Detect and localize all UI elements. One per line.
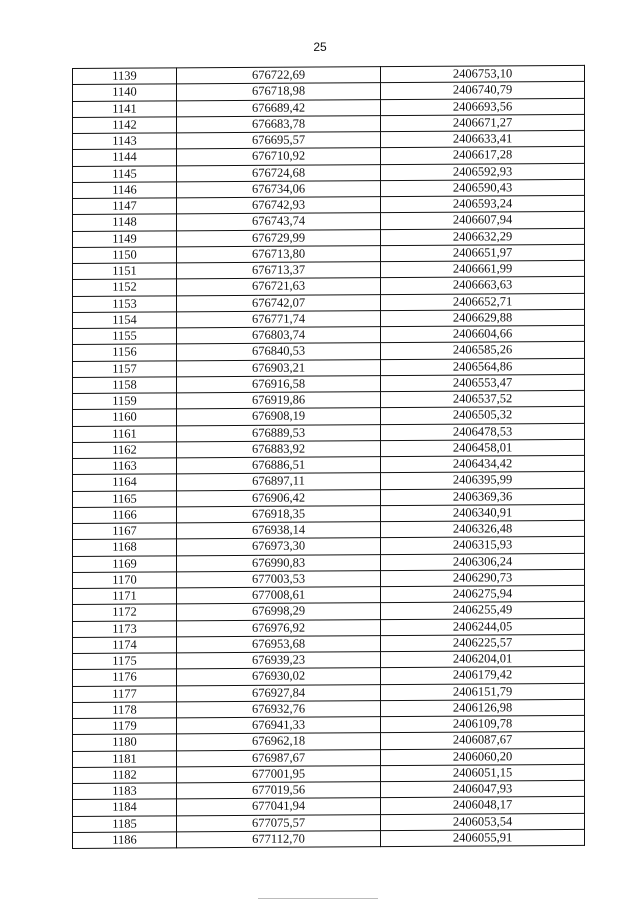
point-number-cell: 1165: [73, 490, 177, 507]
y-coordinate-cell: 2406369,36: [381, 488, 585, 505]
x-coordinate-cell: 676916,58: [177, 375, 381, 392]
x-coordinate-cell: 676840,53: [177, 343, 381, 360]
point-number-cell: 1181: [73, 750, 177, 767]
point-number-cell: 1179: [73, 718, 177, 735]
x-coordinate-cell: 676803,74: [177, 327, 381, 344]
x-coordinate-cell: 676908,19: [177, 408, 381, 425]
point-number-cell: 1157: [73, 360, 177, 377]
x-coordinate-cell: 676734,06: [177, 180, 381, 197]
point-number-cell: 1150: [73, 247, 177, 264]
x-coordinate-cell: 677041,94: [177, 798, 381, 815]
x-coordinate-cell: 676941,33: [177, 717, 381, 734]
x-coordinate-cell: 676713,80: [177, 245, 381, 262]
x-coordinate-cell: 676724,68: [177, 164, 381, 181]
x-coordinate-cell: 677075,57: [177, 814, 381, 831]
y-coordinate-cell: 2406553,47: [381, 374, 585, 391]
x-coordinate-cell: 676919,86: [177, 392, 381, 409]
x-coordinate-cell: 676987,67: [177, 749, 381, 766]
x-coordinate-cell: 676771,74: [177, 310, 381, 327]
y-coordinate-cell: 2406151,79: [381, 683, 585, 700]
point-number-cell: 1184: [73, 799, 177, 816]
x-coordinate-cell: 676722,69: [177, 67, 381, 84]
point-number-cell: 1169: [73, 555, 177, 572]
x-coordinate-cell: 676973,30: [177, 538, 381, 555]
y-coordinate-cell: 2406315,93: [381, 537, 585, 554]
point-number-cell: 1163: [73, 458, 177, 475]
point-number-cell: 1152: [73, 279, 177, 296]
y-coordinate-cell: 2406458,01: [381, 439, 585, 456]
x-coordinate-cell: 677008,61: [177, 587, 381, 604]
x-coordinate-cell: 676990,83: [177, 554, 381, 571]
y-coordinate-cell: 2406340,91: [381, 504, 585, 521]
y-coordinate-cell: 2406661,99: [381, 260, 585, 277]
y-coordinate-cell: 2406048,17: [381, 797, 585, 814]
y-coordinate-cell: 2406395,99: [381, 472, 585, 489]
y-coordinate-cell: 2406225,57: [381, 634, 585, 651]
x-coordinate-cell: 676939,23: [177, 652, 381, 669]
coordinates-table: [72, 65, 585, 849]
x-coordinate-cell: 677019,56: [177, 782, 381, 799]
y-coordinate-cell: 2406290,73: [381, 569, 585, 586]
y-coordinate-cell: 2406055,91: [381, 829, 585, 846]
point-number-cell: 1160: [73, 409, 177, 426]
point-number-cell: 1158: [73, 377, 177, 394]
point-number-cell: 1139: [73, 68, 177, 85]
point-number-cell: 1156: [73, 344, 177, 361]
point-number-cell: 1173: [73, 620, 177, 637]
x-coordinate-cell: 676710,92: [177, 148, 381, 165]
y-coordinate-cell: 2406306,24: [381, 553, 585, 570]
x-coordinate-cell: 676742,93: [177, 197, 381, 214]
point-number-cell: 1149: [73, 230, 177, 247]
point-number-cell: 1148: [73, 214, 177, 231]
point-number-cell: 1162: [73, 442, 177, 459]
y-coordinate-cell: 2406047,93: [381, 780, 585, 797]
y-coordinate-cell: 2406537,52: [381, 390, 585, 407]
y-coordinate-cell: 2406434,42: [381, 455, 585, 472]
bottom-divider: [258, 898, 378, 899]
point-number-cell: 1183: [73, 783, 177, 800]
y-coordinate-cell: 2406060,20: [381, 748, 585, 765]
y-coordinate-cell: 2406593,24: [381, 195, 585, 212]
y-coordinate-cell: 2406629,88: [381, 309, 585, 326]
point-number-cell: 1185: [73, 815, 177, 832]
x-coordinate-cell: 676713,37: [177, 262, 381, 279]
y-coordinate-cell: 2406126,98: [381, 699, 585, 716]
x-coordinate-cell: 676932,76: [177, 700, 381, 717]
x-coordinate-cell: 676930,02: [177, 668, 381, 685]
point-number-cell: 1178: [73, 702, 177, 719]
x-coordinate-cell: 676718,98: [177, 83, 381, 100]
point-number-cell: 1186: [73, 832, 177, 849]
x-coordinate-cell: 676938,14: [177, 522, 381, 539]
y-coordinate-cell: 2406632,29: [381, 228, 585, 245]
x-coordinate-cell: 676903,21: [177, 359, 381, 376]
point-number-cell: 1143: [73, 133, 177, 150]
x-coordinate-cell: 676689,42: [177, 99, 381, 116]
x-coordinate-cell: 676742,07: [177, 294, 381, 311]
y-coordinate-cell: 2406478,53: [381, 423, 585, 440]
y-coordinate-cell: 2406633,41: [381, 130, 585, 147]
y-coordinate-cell: 2406109,78: [381, 715, 585, 732]
x-coordinate-cell: 676683,78: [177, 115, 381, 132]
point-number-cell: 1180: [73, 734, 177, 751]
x-coordinate-cell: 676918,35: [177, 505, 381, 522]
x-coordinate-cell: 676743,74: [177, 213, 381, 230]
y-coordinate-cell: 2406051,15: [381, 764, 585, 781]
y-coordinate-cell: 2406244,05: [381, 618, 585, 635]
point-number-cell: 1170: [73, 572, 177, 589]
y-coordinate-cell: 2406651,97: [381, 244, 585, 261]
y-coordinate-cell: 2406053,54: [381, 813, 585, 830]
x-coordinate-cell: 676998,29: [177, 603, 381, 620]
x-coordinate-cell: 676906,42: [177, 489, 381, 506]
x-coordinate-cell: 676889,53: [177, 424, 381, 441]
y-coordinate-cell: 2406564,86: [381, 358, 585, 375]
x-coordinate-cell: 676953,68: [177, 635, 381, 652]
x-coordinate-cell: 676976,92: [177, 619, 381, 636]
point-number-cell: 1172: [73, 604, 177, 621]
x-coordinate-cell: 676695,57: [177, 132, 381, 149]
point-number-cell: 1171: [73, 588, 177, 605]
y-coordinate-cell: 2406204,01: [381, 650, 585, 667]
point-number-cell: 1168: [73, 539, 177, 556]
point-number-cell: 1147: [73, 198, 177, 215]
point-number-cell: 1155: [73, 328, 177, 345]
y-coordinate-cell: 2406671,27: [381, 114, 585, 131]
y-coordinate-cell: 2406617,28: [381, 147, 585, 164]
y-coordinate-cell: 2406693,56: [381, 98, 585, 115]
point-number-cell: 1164: [73, 474, 177, 491]
point-number-cell: 1175: [73, 653, 177, 670]
y-coordinate-cell: 2406740,79: [381, 82, 585, 99]
x-coordinate-cell: 677112,70: [177, 830, 381, 847]
point-number-cell: 1153: [73, 295, 177, 312]
y-coordinate-cell: 2406753,10: [381, 65, 585, 82]
point-number-cell: 1151: [73, 263, 177, 280]
y-coordinate-cell: 2406179,42: [381, 667, 585, 684]
x-coordinate-cell: 676927,84: [177, 684, 381, 701]
y-coordinate-cell: 2406607,94: [381, 212, 585, 229]
x-coordinate-cell: 676883,92: [177, 440, 381, 457]
point-number-cell: 1140: [73, 84, 177, 101]
point-number-cell: 1141: [73, 100, 177, 117]
y-coordinate-cell: 2406275,94: [381, 585, 585, 602]
point-number-cell: 1145: [73, 165, 177, 182]
point-number-cell: 1182: [73, 767, 177, 784]
point-number-cell: 1161: [73, 425, 177, 442]
y-coordinate-cell: 2406663,63: [381, 277, 585, 294]
x-coordinate-cell: 677001,95: [177, 765, 381, 782]
coordinates-table-body: [73, 65, 585, 848]
y-coordinate-cell: 2406087,67: [381, 732, 585, 749]
point-number-cell: 1154: [73, 312, 177, 329]
point-number-cell: 1142: [73, 117, 177, 134]
y-coordinate-cell: 2406255,49: [381, 602, 585, 619]
point-number-cell: 1174: [73, 637, 177, 654]
x-coordinate-cell: 676962,18: [177, 733, 381, 750]
y-coordinate-cell: 2406505,32: [381, 407, 585, 424]
point-number-cell: 1146: [73, 182, 177, 199]
y-coordinate-cell: 2406326,48: [381, 520, 585, 537]
point-number-cell: 1177: [73, 685, 177, 702]
y-coordinate-cell: 2406585,26: [381, 342, 585, 359]
x-coordinate-cell: 676897,11: [177, 473, 381, 490]
x-coordinate-cell: 676886,51: [177, 457, 381, 474]
point-number-cell: 1144: [73, 149, 177, 166]
point-number-cell: 1159: [73, 393, 177, 410]
point-number-cell: 1166: [73, 507, 177, 524]
page-number: 25: [313, 40, 327, 54]
table-row: [73, 829, 585, 848]
y-coordinate-cell: 2406604,66: [381, 325, 585, 342]
x-coordinate-cell: 677003,53: [177, 570, 381, 587]
y-coordinate-cell: 2406590,43: [381, 179, 585, 196]
point-number-cell: 1176: [73, 669, 177, 686]
y-coordinate-cell: 2406592,93: [381, 163, 585, 180]
x-coordinate-cell: 676729,99: [177, 229, 381, 246]
point-number-cell: 1167: [73, 523, 177, 540]
x-coordinate-cell: 676721,63: [177, 278, 381, 295]
y-coordinate-cell: 2406652,71: [381, 293, 585, 310]
